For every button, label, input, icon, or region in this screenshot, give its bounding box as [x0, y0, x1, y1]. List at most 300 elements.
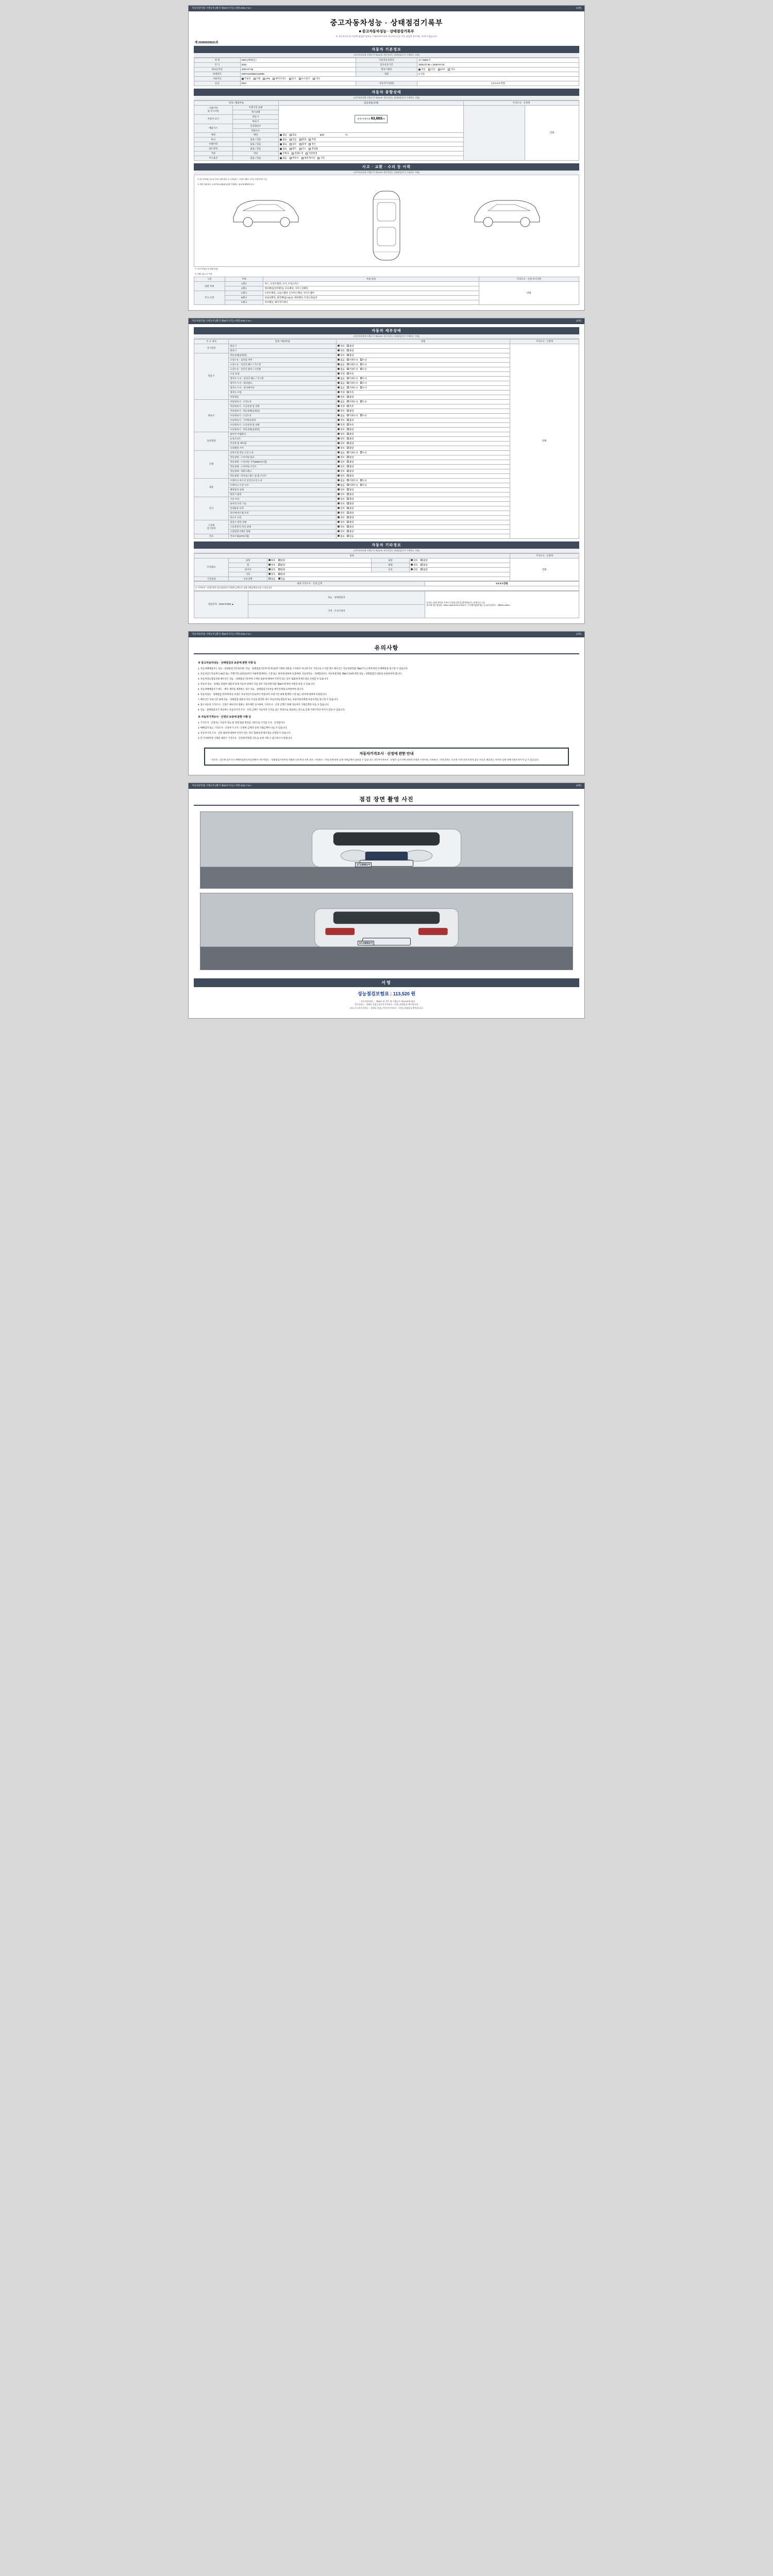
detail-item-state: [337, 399, 510, 404]
detail-item-label: 냉각수 누수 - 라디에이터: [229, 385, 337, 390]
value-transmission: [417, 67, 579, 72]
checkbox-미세누유[interactable]: 미세누유: [347, 451, 358, 454]
detail-item-label: 브레이크 마스터 실린더오일 누유: [229, 478, 337, 483]
detail-item-label: 라디에이터 팬 모터: [229, 511, 337, 515]
label-transmission: 변속기종류: [356, 67, 417, 72]
checkbox-fuel-diesel[interactable]: 디젤: [254, 77, 260, 80]
insurance-fee-unit: 원: [411, 991, 416, 996]
detail-item-state: [337, 436, 510, 441]
notice-para: 8. 중고자동차 가격조사 · 산정은 매수인이 원하는 경우에만 실시하며, 가격조사 · 산정 금액은 당해 자동차의 거래금액과 다를 수 있습니다.: [198, 703, 329, 706]
detail-item-state: [337, 422, 510, 427]
checkbox-미세누유[interactable]: 미세누유: [347, 368, 358, 371]
checkbox-tire-ok[interactable]: 양호: [268, 568, 275, 571]
detail-item-state: [337, 520, 510, 524]
checkbox-없음[interactable]: 없음: [338, 363, 344, 366]
damage-diagram: [194, 175, 579, 267]
etc-header-price: 가격조사 · 산정액: [510, 553, 579, 558]
value-price: 0 0 0 0 0 만원: [417, 81, 579, 86]
checkbox-transmission-cvt[interactable]: CVT: [438, 68, 445, 71]
value-inspection-valid: 2025-07-05 ~ 2026-07-04: [417, 63, 579, 67]
sheet2-legal-ref: 자동차관리법 시행규칙 [별지 제82호서식] <개정 2021.7.6.>: [192, 319, 252, 322]
guidance-box: [204, 748, 569, 766]
car-diagram-left: [227, 187, 305, 233]
detail-item-state: [337, 464, 510, 469]
overall-price-value: 만원: [525, 105, 579, 160]
car-diagram-right: [468, 187, 546, 233]
detail-table-body: [194, 344, 579, 538]
parts-cat-exterior: 외판 부위: [194, 282, 225, 291]
checkbox-불량[interactable]: 불량: [347, 442, 354, 445]
detail-price-value: 만원: [510, 344, 579, 538]
checkbox-부족[interactable]: 부족: [347, 405, 354, 408]
checkbox-양호[interactable]: 양호: [338, 349, 344, 352]
photo-front: [200, 811, 573, 889]
detail-item-state: [337, 506, 510, 511]
odometer-value: 63,683: [371, 117, 382, 121]
checkbox-양호[interactable]: 양호: [338, 419, 344, 422]
checkbox-exterior-ng[interactable]: 불량: [278, 559, 285, 562]
detail-status-table: [194, 339, 579, 539]
detail-item-label: 수동변속기 - 작동상태(공회전): [229, 427, 337, 432]
checkbox-양호[interactable]: 양호: [338, 461, 344, 464]
parts-items-b: 플로어패널, 필러패널(A,B,C), 대쉬패널, 트렁크플로어: [263, 296, 479, 300]
row-label-smoke: 매연: [194, 133, 233, 138]
detail-item-label: 작동상태 - 스티어링 펌프: [229, 455, 337, 460]
section-band-accident: 사고 · 교환 · 수리 등 이력: [194, 163, 579, 171]
checkbox-fuel-ev[interactable]: 전기: [289, 77, 296, 80]
row-label-odometer: 주행거리 상태: [232, 105, 279, 110]
checkbox-미세누유[interactable]: 미세누유: [347, 414, 358, 417]
notice-para: 4. 자동차 성능 · 상태를 점검한 내용과 실제 자동차 상태가 다를 경우 자동차관리법 제58조에 따라 처벌을 받을 수 있습니다.: [198, 683, 315, 686]
checkbox-불량[interactable]: 불량: [347, 456, 354, 459]
row-label-special2: 없음 / 있음: [232, 142, 279, 147]
detail-header-state: 상태: [337, 339, 510, 344]
footnote-block: [194, 1000, 579, 1013]
checkbox-use-none[interactable]: 없음: [280, 147, 287, 150]
checkbox-없음[interactable]: 없음: [338, 479, 344, 482]
checkbox-polish-ng[interactable]: 불량: [421, 564, 427, 567]
detail-group-label: 동력전달: [194, 432, 229, 450]
notice-para: 3. 자동차가격 조사 · 산정 내용에 대하여 이견이 있는 경우 협회에 분쟁조정을 신청할 수 있습니다.: [198, 731, 291, 734]
checkbox-tuning-none[interactable]: 없음: [280, 138, 287, 141]
etc-label-interior: 내장: [371, 558, 410, 563]
detail-item-state: [337, 492, 510, 497]
checkbox-불량[interactable]: 불량: [347, 428, 354, 431]
sheet4-topbar: [189, 783, 584, 789]
checkbox-부족[interactable]: 부족: [347, 423, 354, 427]
checkbox-누유[interactable]: 누유: [360, 368, 367, 371]
checkbox-미세누유[interactable]: 미세누유: [347, 400, 358, 403]
value-smoke: [279, 133, 464, 138]
parts-items-c: 리어패널, 패키지트레이: [263, 300, 479, 304]
checkbox-불량[interactable]: 불량: [347, 345, 354, 348]
checkbox-tire-ng[interactable]: 불량: [278, 568, 285, 571]
checkbox-interior-ng[interactable]: 불량: [421, 559, 427, 562]
checkbox-없음[interactable]: 없음: [338, 400, 344, 403]
detail-group-label: 연료: [194, 534, 229, 538]
page-note-1: ※ 자동차인도일 이전에 점검한 결과를 기재하여야 하며 자동차인도일 이후 점검한 경우에는 효력이 없습니다.: [335, 35, 438, 38]
detail-item-label: 배력장치 상태: [229, 487, 337, 492]
checkbox-불량[interactable]: 불량: [347, 488, 354, 492]
section-note-etc: (자동차관리법 시행규칙 제120조 자동차성능·상태점검자가 기재하는 사항): [194, 549, 579, 553]
checkbox-etc-ng[interactable]: 불량: [278, 573, 285, 576]
signature-band: 서명: [194, 978, 579, 987]
checkbox-없음[interactable]: 없음: [338, 382, 344, 385]
checkbox-opt-nav[interactable]: 내비게이션: [301, 157, 315, 160]
checkbox-누수[interactable]: 누수: [360, 382, 367, 385]
checkbox-불량[interactable]: 불량: [347, 437, 354, 440]
etc-value-polish: [410, 563, 510, 567]
checkbox-누수[interactable]: 누수: [360, 377, 367, 380]
checkbox-color-full[interactable]: 전체도색: [292, 152, 303, 155]
checkbox-양호[interactable]: 양호: [338, 437, 344, 440]
detail-group-label: 전기: [194, 497, 229, 520]
checkbox-양호[interactable]: 양호: [338, 493, 344, 496]
checkbox-hold-none[interactable]: 없음: [268, 578, 275, 581]
checkbox-불량[interactable]: 불량: [347, 470, 354, 473]
guidance-box-text: 「자동차 · 성능판 실시기가 매매사업자등록증권에서 자동차성능 · 상태점검기록부의 내용과 다르게 표기된 경우, 가격조사 · 산정 등에 따라 실제 거래금액이 달라질 수 있습니다. 자동차가격조사 · 산정은 실시기에 의하여 산정한 가격이며, 가격조사 · 산정 결과는 중고차 가격 안내 목적의 참고 자료로 제공되는 것이며 실제 구매가격과 차이가 날 수 있습니다.: [209, 758, 539, 761]
checkbox-없음[interactable]: 없음: [338, 386, 344, 389]
checkbox-없음[interactable]: 없음: [338, 484, 344, 487]
total-price-value: 0 0 0 0 만원: [425, 582, 579, 586]
checkbox-fuel-gasoline[interactable]: 가솔린: [242, 77, 251, 80]
footnote-1: 「 자동차관리법 」 제58조 및 같은 법 시행규칙 제120조에 따라: [358, 999, 415, 1003]
detail-item-label: 구동축전지 격리 상태: [229, 524, 337, 529]
checkbox-적정[interactable]: 적정: [338, 405, 344, 408]
total-price-note: ※ 가격조사 · 산정가격은 성능점검자가 산정한 금액으로 실제 거래금액과 다를 수 있습니다.: [194, 586, 579, 590]
checkbox-fuel-lpg[interactable]: LPG: [263, 77, 270, 80]
checkbox-glass-ng[interactable]: 불량: [421, 568, 427, 571]
checkbox-누수[interactable]: 누수: [360, 386, 367, 389]
notice-para: 3. 자동차성능점검자와 매수인은 성능 · 상태점검기록부에 기재된 내용에 대하여 이견이 있는 경우 협회에 분쟁조정을 신청할 수 있습니다.: [198, 677, 329, 680]
checkbox-wheel-ok[interactable]: 양호: [268, 564, 275, 567]
row-label-color2: 색상: [232, 151, 279, 156]
section-band-basic-info: 자동차 기본정보: [194, 46, 579, 53]
checkbox-etc-ok[interactable]: 양호: [268, 573, 275, 576]
detail-item-state: [337, 362, 510, 367]
insurance-fee-line: [194, 987, 579, 1000]
checkbox-없음[interactable]: 없음: [338, 414, 344, 417]
checkbox-flood-yes[interactable]: 침수: [290, 143, 296, 146]
checkbox-미세누유[interactable]: 미세누유: [347, 479, 358, 482]
insurance-fee-value: 113,520: [393, 991, 410, 996]
etc-header-item: 항목: [194, 553, 510, 558]
checkbox-미세누수[interactable]: 미세누수: [347, 377, 358, 380]
checkbox-누유[interactable]: 누유: [360, 359, 367, 362]
checkbox-누유[interactable]: 누유: [360, 363, 367, 366]
detail-item-label: 충전구 절연 상태: [229, 520, 337, 524]
checkbox-불량[interactable]: 불량: [347, 433, 354, 436]
detail-item-state: [337, 501, 510, 506]
row-label-usechange2: 없음 / 있음: [232, 147, 279, 151]
row-label-usechange: 용도변경: [194, 147, 233, 151]
checkbox-불량[interactable]: 불량: [347, 493, 354, 496]
checkbox-양호[interactable]: 양호: [338, 354, 344, 357]
notice-title: 유의사항: [374, 645, 399, 651]
detail-item-label: 작동상태(공회전): [229, 353, 337, 358]
notice-heading-1: ※ 중고자동차성능 · 상태점검의 보증에 관한 사항 등: [198, 661, 256, 665]
parts-header-area: 부위: [225, 277, 263, 282]
detail-header-device: 주 요 장치: [194, 339, 229, 344]
etc-info-table: [194, 553, 579, 582]
detail-group-label: 자기진단: [194, 344, 229, 353]
checkbox-양호[interactable]: 양호: [338, 516, 344, 519]
checkbox-양호[interactable]: 양호: [338, 442, 344, 445]
section-note-overall: (자동차관리법 시행규칙 제120조 자동차성능·상태점검자가 기재하는 사항): [194, 96, 579, 100]
odometer-unit: km: [382, 117, 385, 121]
checkbox-polish-ok[interactable]: 양호: [411, 564, 417, 567]
checkbox-양호[interactable]: 양호: [338, 428, 344, 431]
checkbox-불량[interactable]: 불량: [347, 474, 354, 478]
checkbox-color-change[interactable]: 색상변경: [306, 152, 317, 155]
odometer-cell: [279, 105, 464, 133]
row-label-trans-mark: 변속기: [232, 119, 279, 124]
footnote-2: 자동차성능 · 상태를 점검 [ 자동차가격조사 · 산정 ] 하였음을 확인합니다.: [354, 1003, 419, 1006]
parts-items-a: 프런트패널, 크로스멤버, 인사이드패널, 사이드멤버: [263, 291, 479, 296]
detail-item-state: [337, 348, 510, 353]
part-section-note: ※ 교환, 판금 등 이력: [195, 273, 212, 275]
checkbox-양호[interactable]: 양호: [338, 433, 344, 436]
detail-item-label: 클러치 어셈블리: [229, 432, 337, 436]
notice-para: 9. 성능 · 상태점검자가 제공하는 자동차가격 조사 · 산정 금액은 자동차의 가치를 참고 목적으로 제공하는 것으로 실제 거래가격과 차이가 있을 수 있습니다.: [198, 708, 345, 711]
insurance-fee-label: 성능점검보험료 :: [357, 991, 392, 996]
page-subtitle: ■ 중고자동차성능 · 상태점검기록부: [359, 30, 414, 33]
checkbox-없음[interactable]: 없음: [338, 359, 344, 362]
detail-item-label: 동력조향 작동 오일 누유: [229, 450, 337, 455]
etc-label-wheel: 휠: [229, 563, 267, 567]
checkbox-불량[interactable]: 불량: [347, 530, 354, 533]
checkbox-transmission-auto[interactable]: 자동: [418, 68, 425, 71]
checkbox-flood-none[interactable]: 없음: [280, 143, 287, 146]
etc-value-wheel: [267, 563, 371, 567]
checkbox-부족[interactable]: 부족: [347, 391, 354, 394]
sheet3-topbar: [189, 632, 584, 637]
detail-item-label: 작동상태 - 타이로드엔드 및 볼 조인트: [229, 473, 337, 478]
etc-value-glass: [410, 567, 510, 572]
footnote-3: [ ▼ ] 중고자동차성능 · 상태를 점검 [ 자동차가격조사 · 산정 ] 하였음을 확인합니다.: [349, 1006, 424, 1009]
checkbox-양호[interactable]: 양호: [338, 470, 344, 473]
row-label-engine-mark: 원동기: [232, 114, 279, 119]
detail-item-label: 와이퍼 모터 기능: [229, 501, 337, 506]
checkbox-적정[interactable]: 적정: [338, 391, 344, 394]
sheet-4: [188, 783, 585, 1019]
value-year: 2022: [240, 63, 356, 67]
checkbox-불량[interactable]: 불량: [347, 349, 354, 352]
detail-item-state: [337, 404, 510, 409]
car-side-left-icon: [227, 187, 305, 233]
checkbox-누유[interactable]: 누유: [360, 414, 367, 417]
checkbox-없음[interactable]: 없음: [338, 451, 344, 454]
checkbox-불량[interactable]: 불량: [347, 461, 354, 464]
checkbox-opt-none[interactable]: 없음: [280, 157, 287, 160]
sheet3-legal-ref: 자동차관리법 시행규칙 [별지 제82호서식] <개정 2021.7.6.>: [192, 632, 252, 635]
value-options: [279, 156, 464, 161]
checkbox-누유[interactable]: 누유: [360, 484, 367, 487]
damage-parts-table: [194, 277, 579, 305]
etc-label-tire: 타이어: [229, 567, 267, 572]
checkbox-없음[interactable]: 없음: [338, 377, 344, 380]
checkbox-불량[interactable]: 불량: [347, 507, 354, 510]
row-label-smoke2: 매연: [232, 133, 279, 138]
checkbox-interior-ok[interactable]: 양호: [411, 559, 417, 562]
parts-items-2: 쿼터패널(리어펜더), 루프패널, 사이드실패널: [263, 286, 479, 291]
checkbox-smoke-ok[interactable]: 없음: [280, 133, 287, 137]
checkbox-wheel-ng[interactable]: 불량: [278, 564, 285, 567]
detail-item-state: [337, 450, 510, 455]
car-side-right-icon: [468, 187, 546, 233]
detail-group-label: 조향: [194, 450, 229, 478]
etc-value-exterior: [267, 558, 371, 563]
row-label-co: 일산화탄소: [232, 124, 279, 128]
detail-item-label: 시동 모터: [229, 497, 337, 501]
label-capacity: 정원: [356, 72, 417, 77]
document-page: [0, 0, 773, 1031]
detail-item-state: [337, 455, 510, 460]
value-color: [279, 151, 464, 156]
checkbox-누유[interactable]: 누유: [360, 479, 367, 482]
section-note-accident: (자동차관리법 시행규칙 제120조 자동차성능·상태점검자가 기재하는 사항): [194, 171, 579, 175]
checkbox-미세누유[interactable]: 미세누유: [347, 484, 358, 487]
detail-item-state: [337, 473, 510, 478]
checkbox-불량[interactable]: 불량: [347, 512, 354, 515]
checkbox-불량[interactable]: 불량: [347, 419, 354, 422]
checkbox-있음[interactable]: 있음: [347, 535, 354, 538]
detail-item-state: [337, 413, 510, 418]
checkbox-tuning-illegal[interactable]: 불법: [299, 138, 306, 141]
checkbox-smoke-ng[interactable]: 있음: [290, 133, 296, 137]
checkbox-total-loss[interactable]: 전손: [309, 143, 315, 146]
overall-status-table: [194, 100, 579, 161]
checkbox-양호[interactable]: 양호: [338, 345, 344, 348]
checkbox-양호[interactable]: 양호: [338, 474, 344, 478]
checkbox-opt-etc[interactable]: 기타: [317, 157, 324, 160]
label-car-name: 차 명: [194, 58, 241, 63]
label-inspection-valid: 검사유효기간: [356, 63, 417, 67]
checkbox-불량[interactable]: 불량: [347, 354, 354, 357]
checkbox-불량[interactable]: 불량: [347, 465, 354, 468]
photo-rear: [200, 893, 573, 970]
detail-group-label: 제동: [194, 478, 229, 497]
checkbox-미세누수[interactable]: 미세누수: [347, 382, 358, 385]
checkbox-불량[interactable]: 불량: [347, 516, 354, 519]
value-car-name: G90 (4세대급 ): [240, 58, 356, 63]
checkbox-불량[interactable]: 불량: [347, 498, 354, 501]
detail-item-state: [337, 534, 510, 538]
checkbox-fuel-h2[interactable]: 수소전기: [299, 77, 310, 80]
section-band-overall: 자동차 종합상태: [194, 89, 579, 96]
checkbox-양호[interactable]: 양호: [338, 526, 344, 529]
checkbox-opt-sunroof[interactable]: 썬루프: [290, 157, 299, 160]
detail-header-item: 항목 / 해당부품: [229, 339, 337, 344]
checkbox-양호[interactable]: 양호: [338, 512, 344, 515]
basic-info-table: [194, 58, 579, 86]
detail-item-state: [337, 446, 510, 450]
detail-item-label: 오일누유 - 실린더 헤드 / 가스켓: [229, 362, 337, 367]
parts-cat-frame: 주요 골격: [194, 291, 225, 305]
row-label-tuning: 튜닝: [194, 138, 233, 142]
checkbox-transmission-etc[interactable]: 기타: [448, 68, 455, 71]
detail-item-label: 수동변속기 - 오일유량 및 상태: [229, 422, 337, 427]
notice-para: 7. 매수인은 보증기간 내에 성능 · 상태점검 내용과 다른 사실을 발견한 경우 자동차성능점검자 또는 보증사업자에게 보증수리를 청구할 수 있습니다.: [198, 698, 339, 701]
value-special: [279, 142, 464, 147]
checkbox-glass-ok[interactable]: 양호: [411, 568, 417, 571]
checkbox-누유[interactable]: 누유: [360, 400, 367, 403]
checkbox-불량[interactable]: 불량: [347, 396, 354, 399]
row-label-options2: 없음 / 있음: [232, 156, 279, 161]
detail-item-state: [337, 385, 510, 390]
checkbox-hold-yes[interactable]: 있음: [278, 578, 285, 581]
checkbox-미세누유[interactable]: 미세누유: [347, 363, 358, 366]
checkbox-양호[interactable]: 양호: [338, 447, 344, 450]
checkbox-use-biz[interactable]: 영업용: [309, 147, 318, 150]
checkbox-tuning-legal[interactable]: 적법: [309, 138, 315, 141]
checkbox-양호[interactable]: 양호: [338, 498, 344, 501]
checkbox-불량[interactable]: 불량: [347, 502, 354, 505]
checkbox-fire[interactable]: 화재: [299, 143, 306, 146]
detail-group-label: 원동기: [194, 353, 229, 399]
checkbox-없음[interactable]: 없음: [338, 535, 344, 538]
value-grade: DGA: [240, 81, 356, 86]
signature-company: [425, 591, 579, 618]
checkbox-use-lease[interactable]: 리스: [299, 147, 306, 150]
checkbox-use-rent[interactable]: 렌트: [290, 147, 296, 150]
document-number: 제 20260029221호: [195, 41, 219, 45]
checkbox-fuel-etc[interactable]: 기타: [313, 77, 320, 80]
checkbox-양호[interactable]: 양호: [338, 456, 344, 459]
checkbox-적정[interactable]: 적정: [338, 372, 344, 376]
checkbox-양호[interactable]: 양호: [338, 502, 344, 505]
overall-price-label: [463, 105, 525, 160]
checkbox-color-orig[interactable]: 무변속: [280, 152, 289, 155]
checkbox-양호[interactable]: 양호: [338, 465, 344, 468]
diagram-legend-1: ※ (사고이력) 사고로 인한 교환·판금 등 수리(후드, 프런트 펜더, 도어, 트렁크리드 등): [197, 178, 267, 181]
header-price: 가격조사 · 산정액: [463, 100, 579, 105]
checkbox-미세누수[interactable]: 미세누수: [347, 386, 358, 389]
checkbox-양호[interactable]: 양호: [338, 530, 344, 533]
car-diagram-row: [196, 187, 577, 264]
signature-label-inspector: 성능 · 상태점검자: [248, 591, 425, 604]
checkbox-tuning-yes[interactable]: 있음: [290, 138, 296, 141]
checkbox-양호[interactable]: 양호: [338, 396, 344, 399]
detail-item-label: 수동변속기 - 기어변속장치: [229, 418, 337, 422]
checkbox-불량[interactable]: 불량: [347, 521, 354, 524]
car-top-icon: [366, 187, 407, 264]
total-price-label: 최종 가격조사 · 산정 금액: [194, 582, 425, 586]
checkbox-양호[interactable]: 양호: [338, 410, 344, 413]
checkbox-없음[interactable]: 없음: [338, 368, 344, 371]
detail-group-label: 고전원 전기장치: [194, 520, 229, 534]
checkbox-불량[interactable]: 불량: [347, 410, 354, 413]
checkbox-양호[interactable]: 양호: [338, 507, 344, 510]
rear-plate-number: 17고8361서: [358, 941, 374, 945]
checkbox-불량[interactable]: 불량: [347, 526, 354, 529]
notice-para: 2. 자동차인도일로부터 30일 또는 주행거리 2천킬로미터 이내에 발생하는 고장 또는 하자에 대하여 보증하며, 자동차성능 · 상태점검자는 자동차관리법 제58조의4에 따라 성능 · 상태점검의 내용을 보증하여야 합니다.: [198, 672, 402, 675]
detail-item-state: [337, 487, 510, 492]
checkbox-부족[interactable]: 부족: [347, 372, 354, 376]
checkbox-fuel-hybrid[interactable]: 하이브리드: [273, 77, 286, 80]
checkbox-transmission-manual[interactable]: 수동: [428, 68, 435, 71]
checkbox-미세누유[interactable]: 미세누유: [347, 359, 358, 362]
checkbox-누유[interactable]: 누유: [360, 451, 367, 454]
checkbox-불량[interactable]: 불량: [347, 447, 354, 450]
checkbox-양호[interactable]: 양호: [338, 488, 344, 492]
header-item: 항목 / 해당부품: [194, 100, 279, 105]
checkbox-양호[interactable]: 양호: [338, 521, 344, 524]
checkbox-적정[interactable]: 적정: [338, 423, 344, 427]
checkbox-exterior-ok[interactable]: 양호: [268, 559, 275, 562]
detail-item-state: [337, 371, 510, 376]
detail-item-state: [337, 353, 510, 358]
